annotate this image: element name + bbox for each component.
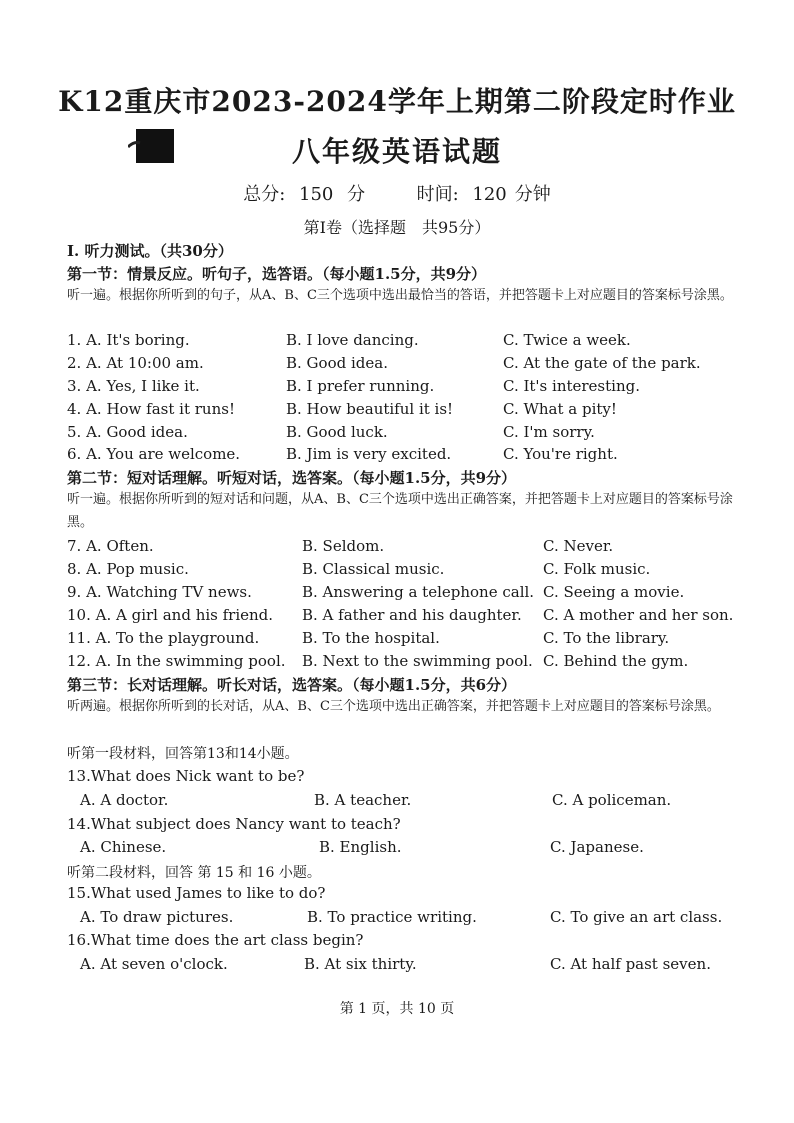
option-b: B. How beautiful it is! (286, 400, 454, 418)
option-b: B. I prefer running. (286, 377, 435, 395)
question-row (0, 652, 794, 674)
option-b: B. Answering a telephone call. (302, 583, 535, 601)
option-c: C. At the gate of the park. (503, 354, 701, 372)
option-b: B. Seldom. (302, 537, 385, 555)
option-a: 1. A. It's boring. (67, 331, 190, 349)
page-footer: 第 1 页，共 10 页 (339, 1001, 455, 1017)
option-c: C. A mother and her son. (543, 606, 734, 624)
question-row (0, 583, 794, 605)
option-c: C. Never. (543, 537, 614, 555)
option-a: 2. A. At 10:00 am. (67, 354, 204, 372)
section2-title: 第二节：短对话理解。听短对话，选答案。（每小题1.5分，共9分） (67, 469, 517, 487)
option-a: 11. A. To the playground. (67, 629, 260, 647)
option-b: B. A teacher. (314, 791, 412, 809)
option-b: B. Good idea. (286, 354, 388, 372)
part-title: 第Ⅰ卷（选择题 共95分） (303, 218, 491, 237)
section3-instruction: 听两遍。根据你所听到的长对话，从A、B、C三个选项中选出正确答案，并把答题卡上对应题目的答案标号涂黑。 (67, 699, 720, 714)
question-16-options (0, 955, 794, 977)
question-row (0, 400, 794, 422)
option-b: B. English. (319, 838, 402, 856)
option-b: B. I love dancing. (286, 331, 419, 349)
question-row (0, 560, 794, 582)
time-value: 120 (472, 184, 507, 205)
option-b: B. At six thirty. (304, 955, 417, 973)
option-a: 7. A. Often. (67, 537, 154, 555)
section2-instruction: 听一遍。根据你所听到的短对话和问题，从A、B、C三个选项中选出正确答案，并把答题卡上对应题目的答案标号涂黑。 (67, 492, 733, 530)
option-b: B. A father and his daughter. (302, 606, 522, 624)
section-main-heading: I. 听力测试。（共30分） (67, 242, 233, 260)
time-label: 时间: (416, 184, 459, 205)
question-row (0, 445, 794, 467)
option-c: C. At half past seven. (550, 955, 711, 973)
option-a: A. To draw pictures. (80, 908, 234, 926)
question-13-options (0, 791, 794, 813)
option-a: 10. A. A girl and his friend. (67, 606, 274, 624)
question-row (0, 537, 794, 559)
option-c: C. It's interesting. (503, 377, 640, 395)
question-row (0, 377, 794, 399)
option-a: 4. A. How fast it runs! (67, 400, 235, 418)
option-a: 9. A. Watching TV news. (67, 583, 252, 601)
option-a: A. A doctor. (80, 791, 169, 809)
section3-title: 第三节：长对话理解。听长对话，选答案。（每小题1.5分，共6分） (67, 676, 517, 694)
section1-title: 第一节：情景反应。听句子，选答语。（每小题1.5分，共9分） (67, 265, 487, 283)
time-unit: 分钟 (514, 184, 551, 205)
option-b: B. Good luck. (286, 423, 388, 441)
question-15-options (0, 908, 794, 930)
option-a: 12. A. In the swimming pool. (67, 652, 286, 670)
option-c: C. Seeing a movie. (543, 583, 685, 601)
question-row (0, 606, 794, 628)
option-a: 5. A. Good idea. (67, 423, 188, 441)
option-b: B. To the hospital. (302, 629, 440, 647)
section3-note2: 听第二段材料，回答 第 15 和 16 小题。 (67, 865, 321, 881)
option-a: A. Chinese. (80, 838, 167, 856)
option-c: C. A policeman. (552, 791, 672, 809)
question-row (0, 423, 794, 445)
option-a: A. At seven o'clock. (80, 955, 228, 973)
question-16: 16.What time does the art class begin? (67, 931, 364, 949)
option-b: B. Next to the swimming pool. (302, 652, 533, 670)
exam-title: K12重庆市2023-2024学年上期第二阶段定时作业 (58, 85, 736, 118)
section3-note1: 听第一段材料，回答第13和14小题。 (67, 746, 299, 762)
question-row (0, 331, 794, 353)
score-value: 150 (299, 184, 334, 205)
question-14-options (0, 838, 794, 860)
option-a: 3. A. Yes, I like it. (67, 377, 200, 395)
exam-subtitle: 八年级英语试题 (291, 135, 502, 168)
option-c: C. What a pity! (503, 400, 617, 418)
question-14: 14.What subject does Nancy want to teach? (67, 815, 401, 833)
question-13: 13.What does Nick want to be? (67, 767, 305, 785)
question-row (0, 354, 794, 376)
option-c: C. Folk music. (543, 560, 651, 578)
option-c: C. Twice a week. (503, 331, 631, 349)
option-a: 6. A. You are welcome. (67, 445, 241, 463)
option-c: C. You're right. (503, 445, 618, 463)
option-b: B. To practice writing. (307, 908, 477, 926)
question-row (0, 629, 794, 651)
option-a: 8. A. Pop music. (67, 560, 189, 578)
option-b: B. Classical music. (302, 560, 445, 578)
score-time-line (0, 180, 794, 206)
question-15: 15.What used James to like to do? (67, 884, 326, 902)
score-label: 总分: (243, 184, 286, 205)
option-c: C. I'm sorry. (503, 423, 595, 441)
option-b: B. Jim is very excited. (286, 445, 452, 463)
score-unit: 分 (347, 184, 366, 205)
option-c: C. To give an art class. (550, 908, 723, 926)
option-c: C. Behind the gym. (543, 652, 689, 670)
section1-instruction: 听一遍。根据你所听到的句子，从A、B、C三个选项中选出最恰当的答语，并把答题卡上对应题目的答案标号涂黑。 (67, 288, 733, 303)
option-c: C. To the library. (543, 629, 670, 647)
option-c: C. Japanese. (550, 838, 644, 856)
